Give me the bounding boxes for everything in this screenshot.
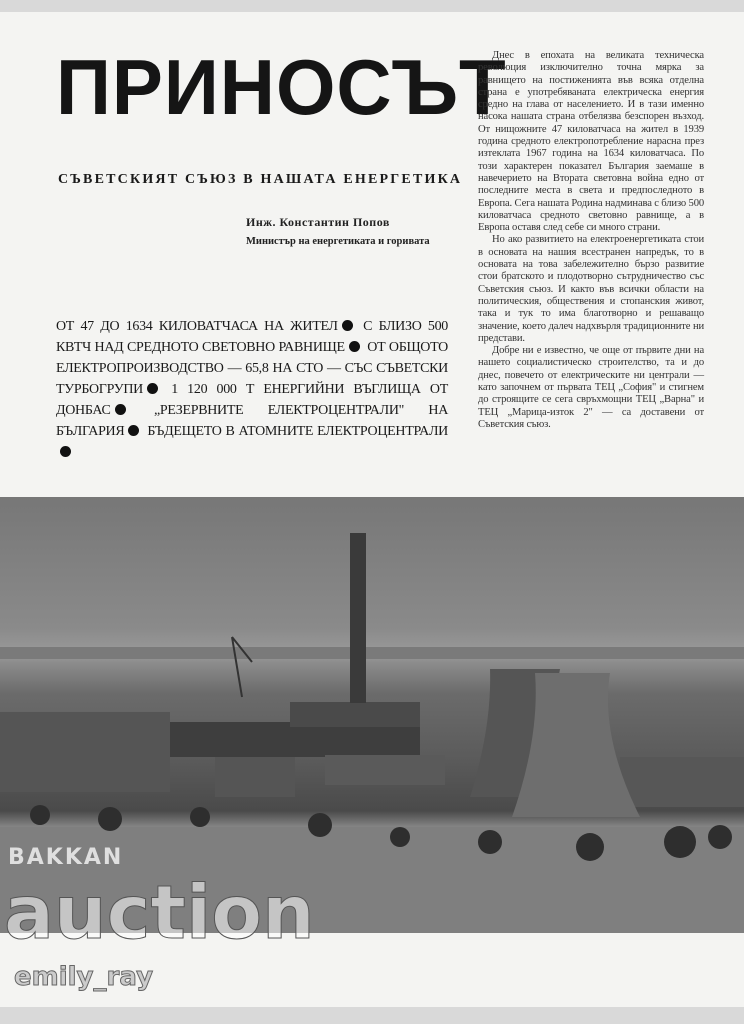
paragraph: Но ако развитието на електроенергетиката стои в основата на нашия всестранен напредък, то в основата на това забележително бързо развитие стои братското и плодотворно сътрудничество със Съветския съюз. И както във всички области на политическия, обществения и стопанския живот, така и тук то има благотворно и решаващо значение, което далеч надхвърля традиционните ни представи. — [478, 234, 704, 344]
article-column — [478, 50, 704, 431]
bullet-icon — [342, 320, 353, 331]
bullet-icon — [147, 383, 158, 394]
article-subtitle: СЪВЕТСКИЯТ СЪЮЗ В НАШАТА ЕНЕРГЕТИКА — [58, 172, 463, 187]
bullet-icon — [349, 341, 360, 352]
bullet-icon — [128, 425, 139, 436]
factory-buildings — [0, 702, 744, 807]
lead-item: С БЛИЗО 500 КВТЧ НАД СРЕДНОТО СВЕТОВНО РАВНИЩЕ — [56, 319, 448, 355]
author-name: Инж. Константин Попов — [246, 215, 390, 229]
lead-item: ОТ ОБЩОТО ЕЛЕКТРОПРОИЗВОДСТВО — 65,8 НА СТО — СЪС СЪВЕТСКИ ТУРБОГРУПИ — [56, 340, 448, 397]
bullet-icon — [115, 404, 126, 415]
watermark-logo: auction — [4, 870, 315, 956]
lead-item: 1 120 000 Т ЕНЕРГИЙНИ ВЪГЛИЩА ОТ ДОНБАС — [56, 382, 448, 418]
paragraph: Добре ни е известно, че още от първите дни на нашето социалистическо строителство, та и до днес, повечето от електрическите ни централи — като започнем от първата ТЕЦ „София" и стигнем до строящите се сега свръхмощни ТЕЦ „Варна" и ТЕЦ „Марица-изток 2" — са доставени от Съветския съюз. — [478, 345, 704, 430]
bullet-icon — [60, 446, 71, 457]
horizon — [0, 647, 744, 659]
lead-item: БЪДЕЩЕТО В АТОМНИТЕ ЕЛЕКТРОЦЕНТРАЛИ — [147, 424, 448, 439]
watermark-username: emily_ray — [14, 962, 154, 992]
paragraph: Днес в епохата на великата техническа революция изключително точна мярка за равнището на постиженията във всяка отделна страна е употребяваната електрическа енергия средно на глава от населението. И в тази именно насока нашата страна отбелязва безспорен възход. От нищожните 47 киловатчаса на жител в 1939 година средното електропотребление нарасна през изтеклата 1967 година на 1634 киловатчаса. По този характерен показател България заемаше в навечерието на Втората световна война едно от последните места в света и предпоследното в Европа. Сега нашата Родина надминава с близо 500 киловатчаса средното световно равнище, а в Европа оставя след себе си много страни. — [478, 50, 705, 234]
chimney — [350, 533, 366, 703]
lead-item: ОТ 47 ДО 1634 КИЛОВАТЧАСА НА ЖИТЕЛ — [56, 319, 338, 334]
watermark-logo: BAKKAN — [8, 845, 124, 870]
author-role: Министър на енергетиката и горивата — [246, 236, 430, 247]
article-title: ПРИНОСЪТ — [56, 43, 507, 131]
lead-item: „РЕЗЕРВНИТЕ ЕЛЕКТРОЦЕНТРАЛИ" НА БЪЛГАРИЯ — [56, 403, 449, 439]
lead-summary — [56, 316, 448, 463]
crane — [232, 637, 252, 697]
